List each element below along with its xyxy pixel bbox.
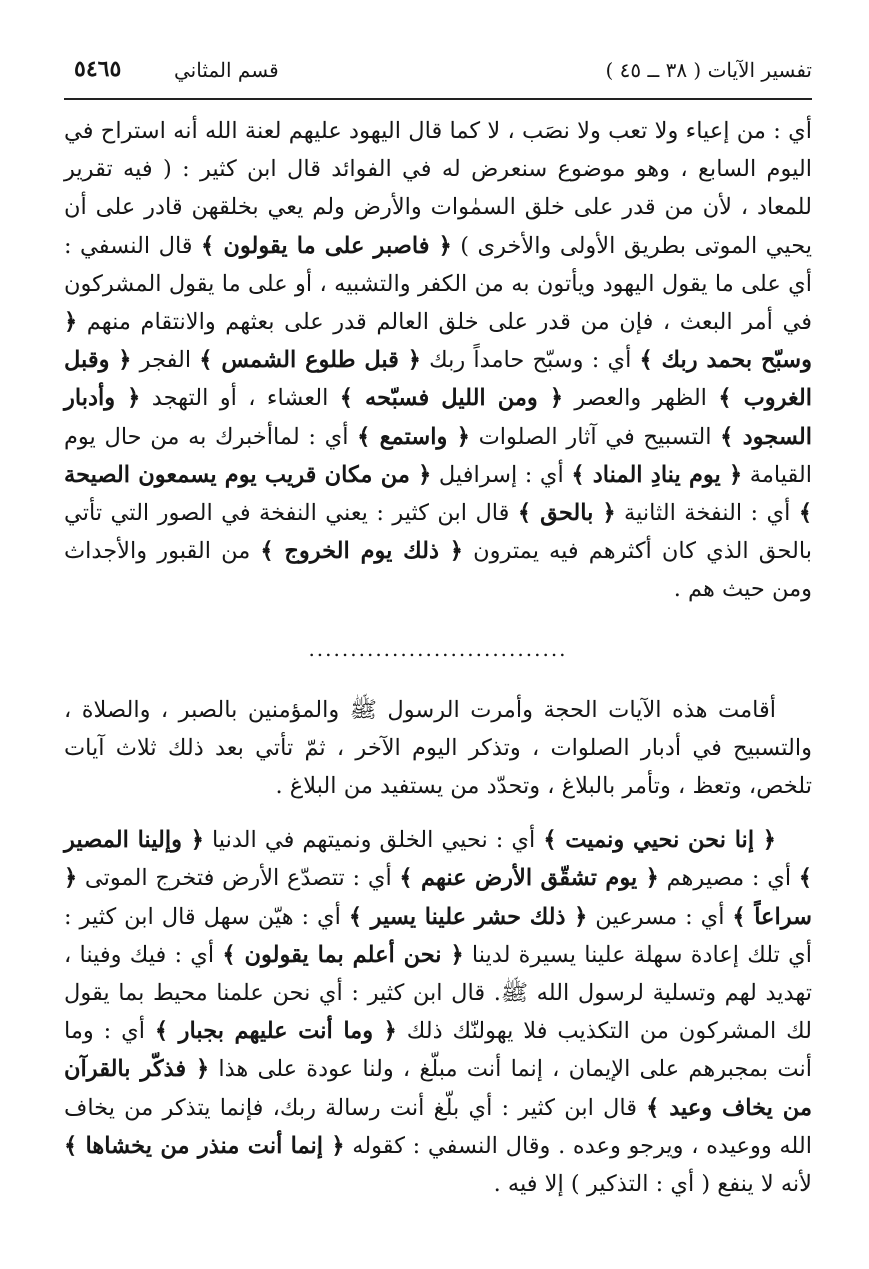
commentary-text: لأنه لا ينفع ( أي : التذكير ) إلا فيه . <box>493 1171 812 1198</box>
quran-verse: ﴿ إنا نحن نحيي ونميت ﴾ <box>543 827 776 854</box>
commentary-text: قال ابن كثير : يعني النفخة في الصور التي تأتي بالحق الذي كان أكثرهم فيه يمترون <box>64 500 812 565</box>
quran-verse: ﴿ ذلك يوم الخروج ﴾ <box>260 538 463 565</box>
quran-verse: ﴿ فاصبر على ما يقولون ﴾ <box>201 232 452 259</box>
summary-paragraph <box>64 691 812 806</box>
commentary-text: الفجر <box>131 347 200 374</box>
tafsir-paragraph-1 <box>64 112 812 609</box>
quran-verse: ﴿ يوم تشقّق الأرض عنهم ﴾ <box>399 865 659 892</box>
quran-verse: ﴿ قبل طلوع الشمس ﴾ <box>199 347 421 374</box>
book-page <box>64 40 812 1240</box>
quran-verse: ﴿ واستمع ﴾ <box>357 423 470 450</box>
commentary-text: قال النسفي : أي على ما يقول اليهود ويأتون به من الكفر والتشبيه ، أو على ما يقول المشركون في أمر البعث ، فإن من قدر على خلق العالم قدر على بعثهم والانتقام منهم <box>64 232 812 336</box>
quran-verse: ﴿ يوم ينادِ المناد ﴾ <box>571 461 743 488</box>
quran-verse: ﴿ بالحق ﴾ <box>517 500 616 527</box>
quran-verse: ﴿ إنما أنت منذر من يخشاها ﴾ <box>64 1132 345 1159</box>
commentary-text: من القبور والأجداث ومن حيث هم . <box>64 538 812 603</box>
commentary-text: الظهر والعصر <box>563 385 719 412</box>
commentary-text: أي : لماأخبرك به من حال يوم القيامة <box>64 423 813 488</box>
commentary-text: أي : فيك وفينا ، تهديد لهم وتسلية لرسول الله ﷺ. قال ابن كثير : أي نحن علمنا محيط بما يقول لك المشركون من التكذيب فلا يهولنّك ذلك <box>64 941 812 1045</box>
commentary-text: أي : مسرعين <box>587 903 733 930</box>
commentary-text: أي : وما أنت بمجبرهم على الإيمان ، إنما أنت مبلّغ ، ولنا عودة على هذا <box>64 1018 812 1083</box>
quran-verse: ﴿ نحن أعلم بما يقولون ﴾ <box>222 941 464 968</box>
quran-verse: ﴿ وأدبار السجود ﴾ <box>64 385 813 450</box>
commentary-text: أي : مصيرهم <box>658 865 799 892</box>
quran-verse: ﴿ وإلينا المصير ﴾ <box>64 827 812 892</box>
commentary-text: أي : هيّن سهل قال ابن كثير : أي تلك إعادة سهلة علينا يسيرة لدينا <box>64 903 813 968</box>
paragraph-gap <box>64 805 812 821</box>
commentary-text: أي : إسرافيل <box>431 461 572 488</box>
quran-verse: ﴿ وما أنت عليهم بجبار ﴾ <box>154 1018 397 1045</box>
page-number: ٥٤٦٥ <box>74 56 122 82</box>
quran-verse: ﴿ وقبل الغروب ﴾ <box>64 347 812 412</box>
page-body <box>64 112 812 1203</box>
quran-verse: ﴿ ذلك حشر علينا يسير ﴾ <box>348 903 588 930</box>
tafsir-paragraph-2 <box>64 821 812 1203</box>
commentary-text: أي : نحيي الخلق ونميتهم في الدنيا <box>203 827 544 854</box>
quran-verse: ﴿ فذكّر بالقرآن من يخاف وعيد ﴾ <box>64 1056 812 1121</box>
quran-verse: ﴿ ومن الليل فسبّحه ﴾ <box>339 385 564 412</box>
commentary-text: أقامت هذه الآيات الحجة وأمرت الرسول ﷺ والمؤمنين بالصبر ، والصلاة ، والتسبيح في أدبار الصلوات ، وتذكر اليوم الآخر ، ثمّ تأتي بعد ذلك ثلاث آيات تلخص، وتعظ ، وتأمر بالبلاغ ، وتحدّد من يستفيد من البلاغ . <box>64 696 812 800</box>
commentary-text: العشاء ، أو التهجد <box>140 385 340 412</box>
quran-verse: ﴿ وسبّح بحمد ربك ﴾ <box>64 309 813 374</box>
quran-verse: ﴿ سراعاً ﴾ <box>64 865 813 930</box>
section-separator: ............................... <box>308 636 568 661</box>
header-title: تفسير الآيات ( ٣٨ ــ ٤٥ ) <box>605 58 812 82</box>
header-section: قسم المثاني <box>174 58 279 82</box>
commentary-text: أي : تتصدّع الأرض فتخرج الموتى <box>77 865 400 892</box>
commentary-text: قال ابن كثير : أي بلّغ أنت رسالة ربك، فإنما يتذكر من يخاف الله ووعيده ، ويرجو وعده . وقال النسفي : كقوله <box>64 1094 812 1159</box>
quran-verse: ﴿ من مكان قريب يوم يسمعون الصيحة ﴾ <box>64 461 812 527</box>
commentary-text: أي : من إعياء ولا تعب ولا نصَب ، لا كما قال اليهود عليهم لعنة الله أنه استراح في اليوم السابع ، وهو موضوع سنعرض له في الفوائد قال ابن كثير : ( فيه تقرير للمعاد ، لأن من قدر على خلق السمٰوات والأرض ولم يعي بخلقهن قادر على أن يحيي الموتى بطريق الأولى والأخرى ) <box>64 118 812 259</box>
commentary-text: التسبيح في آثار الصلوات <box>469 423 721 450</box>
running-header <box>64 50 812 100</box>
commentary-text: أي : النفخة الثانية <box>615 500 799 527</box>
commentary-text: أي : وسبّح حامداً ربك <box>420 347 640 374</box>
